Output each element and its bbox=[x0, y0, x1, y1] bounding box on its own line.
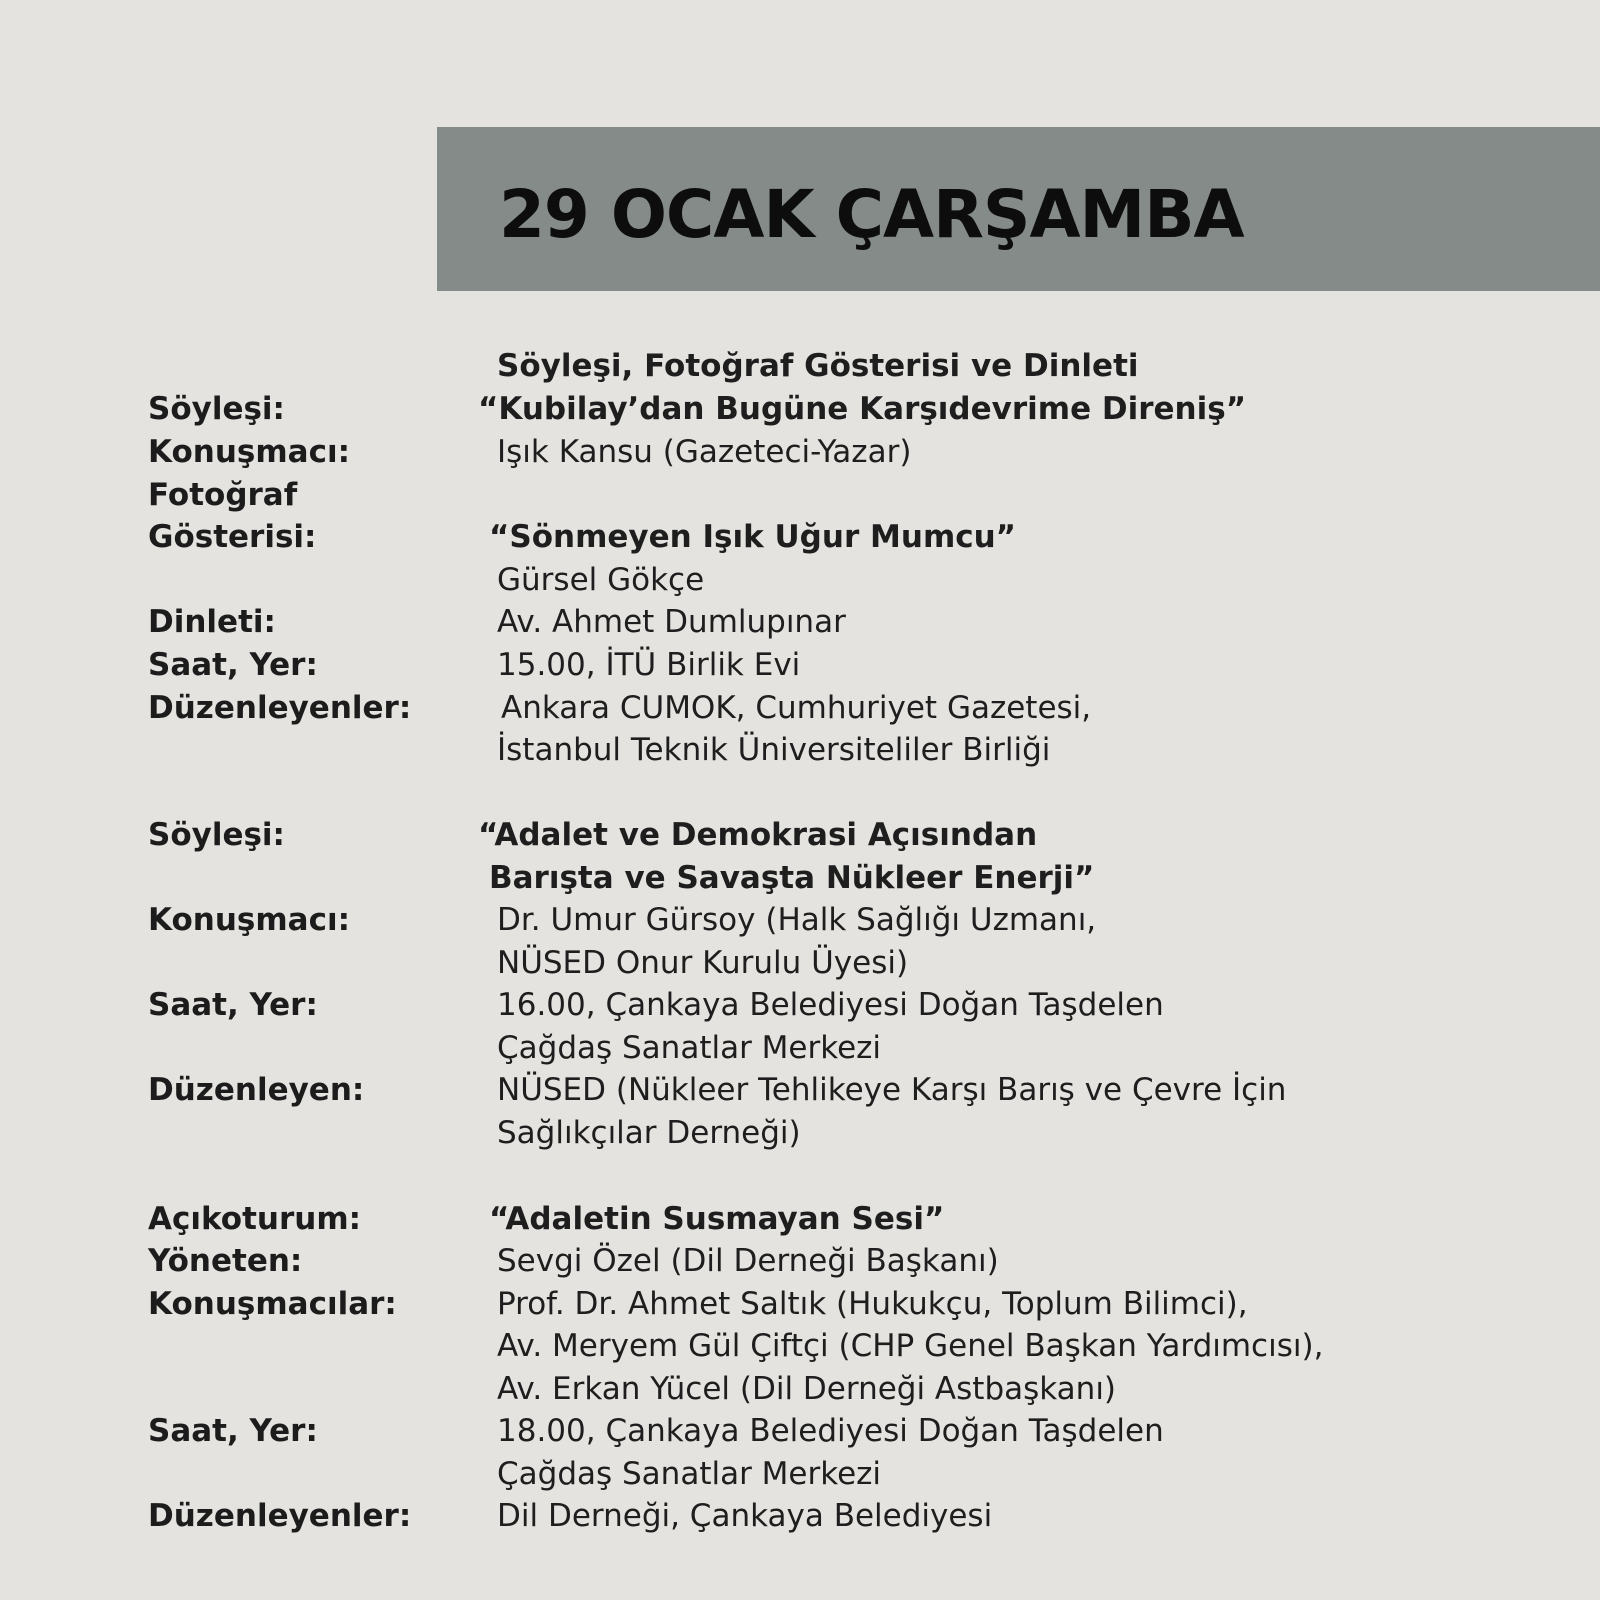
event-2-time-label: Saat, Yer: bbox=[148, 987, 318, 1023]
event-1-photo-title: “Sönmeyen Işık Uğur Mumcu” bbox=[489, 519, 1017, 555]
event-1-photo-by: Gürsel Gökçe bbox=[497, 562, 705, 598]
event-2-organizer-line2: Sağlıkçılar Derneği) bbox=[497, 1115, 801, 1151]
event-1-dinleti-label: Dinleti: bbox=[148, 604, 276, 640]
page-title: 29 OCAK ÇARŞAMBA bbox=[499, 176, 1244, 253]
event-1-photo-label-line1: Fotoğraf bbox=[148, 477, 298, 513]
event-3-moderator-label: Yöneten: bbox=[148, 1243, 303, 1279]
event-1-organizers-line2: İstanbul Teknik Üniversiteliler Birliği bbox=[497, 732, 1051, 768]
event-2-speaker-line1: Dr. Umur Gürsoy (Halk Sağlığı Uzmanı, bbox=[497, 902, 1097, 938]
event-3-panel-label: Açıkoturum: bbox=[148, 1201, 362, 1237]
event-1-organizers-line1: Ankara CUMOK, Cumhuriyet Gazetesi, bbox=[501, 690, 1092, 726]
event-2-time-place-line2: Çağdaş Sanatlar Merkezi bbox=[497, 1030, 882, 1066]
event-3-speakers-line2: Av. Meryem Gül Çiftçi (CHP Genel Başkan Yardımcısı), bbox=[497, 1328, 1324, 1364]
event-2-speaker-line2: NÜSED Onur Kurulu Üyesi) bbox=[497, 945, 909, 981]
event-1-dinleti-by: Av. Ahmet Dumlupınar bbox=[497, 604, 846, 640]
event-3-moderator: Sevgi Özel (Dil Derneği Başkanı) bbox=[497, 1243, 999, 1279]
event-1-photo-label-line2: Gösterisi: bbox=[148, 519, 317, 555]
event-2-organizer-label: Düzenleyen: bbox=[148, 1072, 365, 1108]
event-3-speakers-label: Konuşmacılar: bbox=[148, 1286, 397, 1322]
event-1-time-label: Saat, Yer: bbox=[148, 647, 318, 683]
event-1-speaker: Işık Kansu (Gazeteci-Yazar) bbox=[497, 434, 912, 470]
event-1-soylesi-title: “Kubilay’dan Bugüne Karşıdevrime Direniş” bbox=[478, 391, 1247, 427]
event-2-soylesi-label: Söyleşi: bbox=[148, 817, 285, 853]
event-3-panel-title: “Adaletin Susmayan Sesi” bbox=[489, 1201, 945, 1237]
event-1-time-place: 15.00, İTÜ Birlik Evi bbox=[497, 647, 801, 683]
event-1-soylesi-label: Söyleşi: bbox=[148, 391, 285, 427]
event-3-time-label: Saat, Yer: bbox=[148, 1413, 318, 1449]
event-2-organizer-line1: NÜSED (Nükleer Tehlikeye Karşı Barış ve Çevre İçin bbox=[497, 1072, 1287, 1108]
event-3-time-place-line1: 18.00, Çankaya Belediyesi Doğan Taşdelen bbox=[497, 1413, 1164, 1449]
event-1-heading: Söyleşi, Fotoğraf Gösterisi ve Dinleti bbox=[497, 348, 1139, 384]
event-3-speakers-line1: Prof. Dr. Ahmet Saltık (Hukukçu, Toplum Bilimci), bbox=[497, 1286, 1248, 1322]
event-2-time-place-line1: 16.00, Çankaya Belediyesi Doğan Taşdelen bbox=[497, 987, 1164, 1023]
event-1-organizers-label: Düzenleyenler: bbox=[148, 690, 412, 726]
event-2-title-line2: Barışta ve Savaşta Nükleer Enerji” bbox=[489, 860, 1095, 896]
event-2-title-line1: “Adalet ve Demokrasi Açısından bbox=[478, 817, 1038, 853]
event-3-time-place-line2: Çağdaş Sanatlar Merkezi bbox=[497, 1456, 882, 1492]
event-3-organizers: Dil Derneği, Çankaya Belediyesi bbox=[497, 1498, 993, 1534]
event-1-speaker-label: Konuşmacı: bbox=[148, 434, 350, 470]
event-3-organizers-label: Düzenleyenler: bbox=[148, 1498, 412, 1534]
event-2-speaker-label: Konuşmacı: bbox=[148, 902, 350, 938]
event-3-speakers-line3: Av. Erkan Yücel (Dil Derneği Astbaşkanı) bbox=[497, 1371, 1117, 1407]
header-band bbox=[437, 127, 1600, 291]
